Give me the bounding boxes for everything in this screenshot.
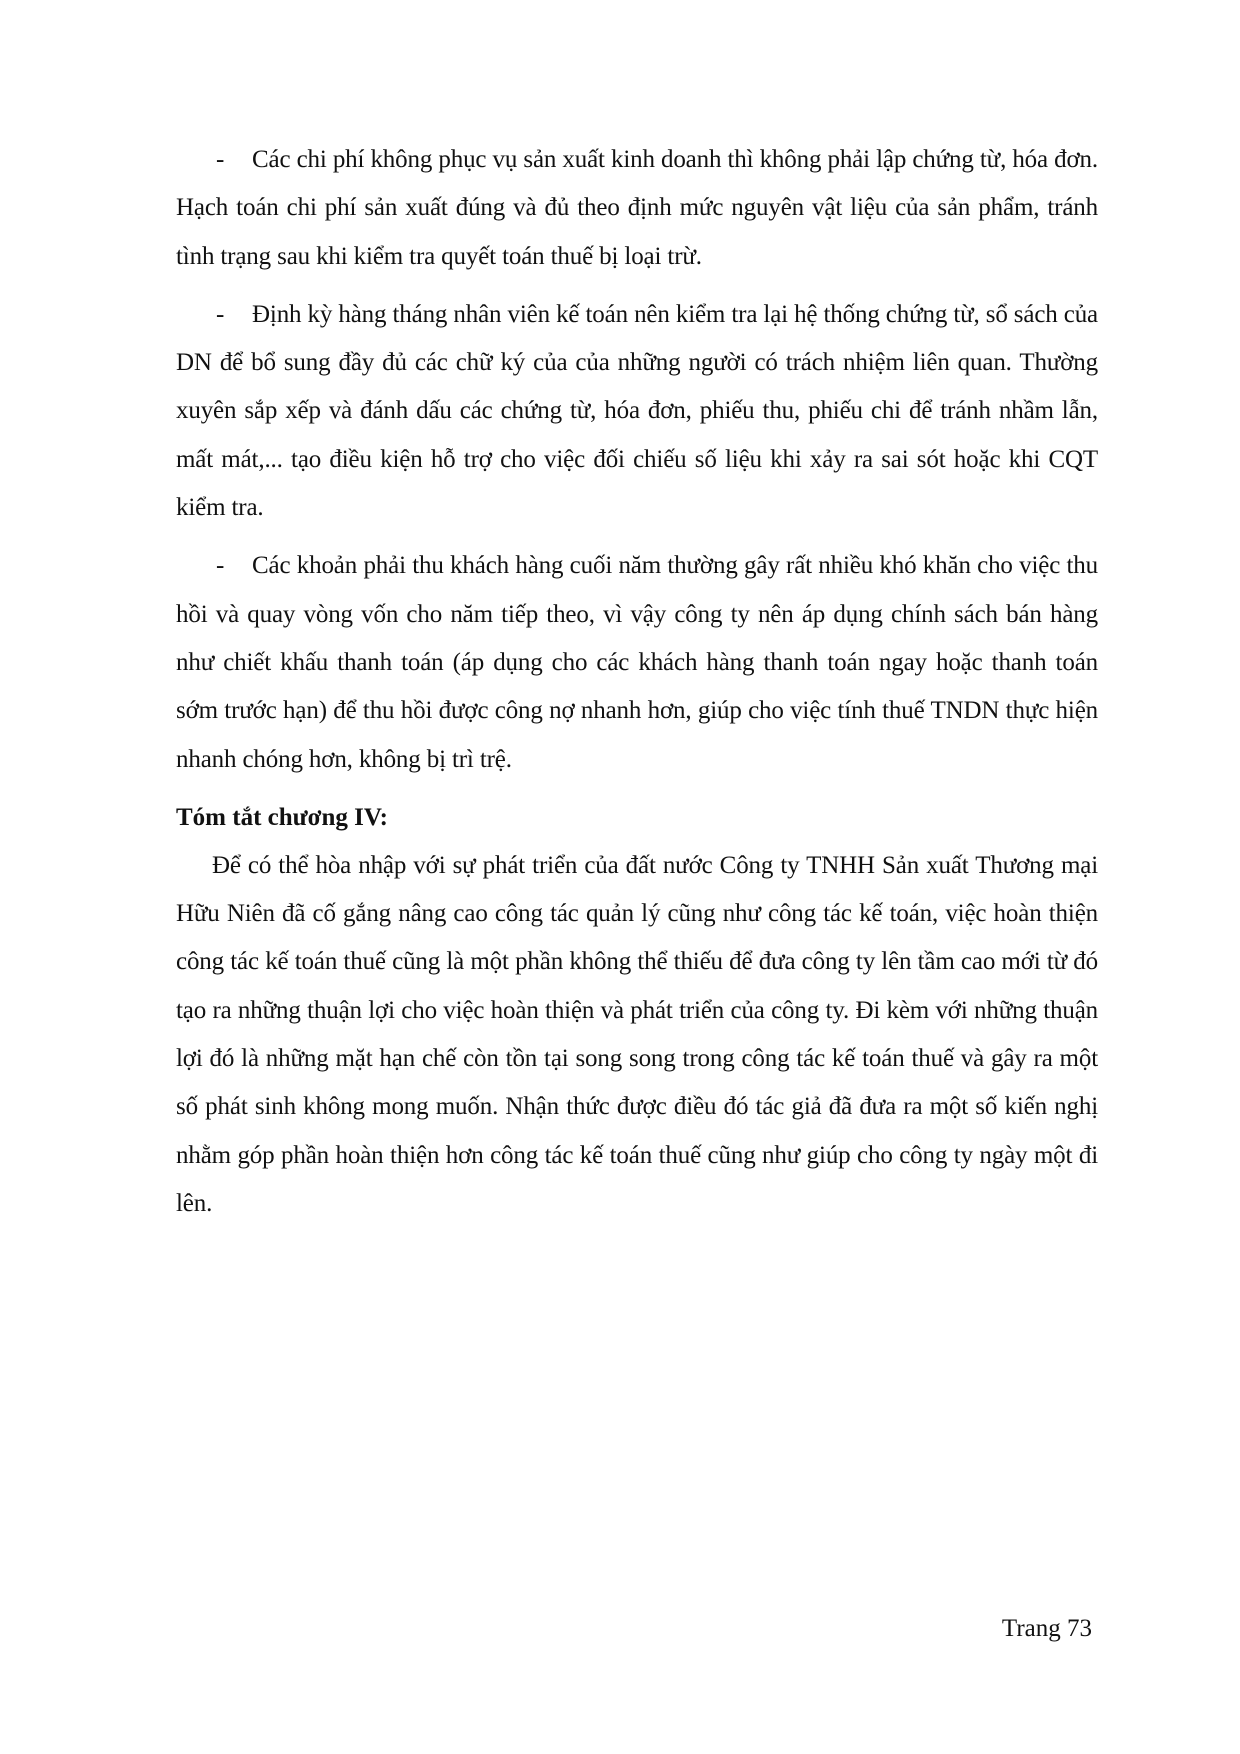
bullet-marker: - [216,552,225,580]
summary-paragraph: Để có thể hòa nhập với sự phát triển của đất nước Công ty TNHH Sản xuất Thương mại Hữu Niên đã cố gắng nâng cao công tác quản lý cũng như công tác kế toán, việc hoàn thiện công tác kế toán thuế cũng là một phần không thể thiếu để đưa công ty lên tầm cao mới từ đó tạo ra những thuận lợi cho việc hoàn thiện và phát triển của công ty. Đi kèm với những thuận lợi đó là những mặt hạn chế còn tồn tại song song trong công tác kế toán thuế và gây ra một số phát sinh không mong muốn. Nhận thức được điều đó tác giả đã đưa ra một số kiến nghị nhằm góp phần hoàn thiện hơn công tác kế toán thuế cũng như giúp cho công ty ngày một đi lên. [176,851,1098,1217]
bullet-paragraph-3 [176,542,1098,783]
bullet-text: Các khoản phải thu khách hàng cuối năm thường gây rất nhiều khó khăn cho việc thu hồi và quay vòng vốn cho năm tiếp theo, vì vậy công ty nên áp dụng chính sách bán hàng như chiết khấu thanh toán (áp dụng cho các khách hàng thanh toán ngay hoặc thanh toán sớm trước hạn) để thu hồi được công nợ nhanh hơn, giúp cho việc tính thuế TNDN thực hiện nhanh chóng hơn, không bị trì trệ. [176,552,1098,773]
summary-heading: Tóm tắt chương IV: [176,803,388,831]
bullet-text: Định kỳ hàng tháng nhân viên kế toán nên kiểm tra lại hệ thống chứng từ, sổ sách của DN để bổ sung đầy đủ các chữ ký của của những người có trách nhiệm liên quan. Thường xuyên sắp xếp và đánh dấu các chứng từ, hóa đơn, phiếu thu, phiếu chi để tránh nhầm lẫn, mất mát,... tạo điều kiện hỗ trợ cho việc đối chiếu số liệu khi xảy ra sai sót hoặc khi CQT kiểm tra. [176,300,1098,522]
bullet-text: Các chi phí không phục vụ sản xuất kinh doanh thì không phải lập chứng từ, hóa đơn. Hạch toán chi phí sản xuất đúng và đủ theo định mức nguyên vật liệu của sản phẩm, tránh tình trạng sau khi kiểm tra quyết toán thuế bị loại trừ. [176,146,1098,270]
document-page [176,136,1098,1228]
bullet-paragraph-2 [176,291,1098,532]
bullet-marker: - [216,300,225,328]
page-number: Trang 73 [1001,1615,1092,1642]
bullet-marker: - [216,146,225,173]
bullet-paragraph-1 [176,136,1098,281]
